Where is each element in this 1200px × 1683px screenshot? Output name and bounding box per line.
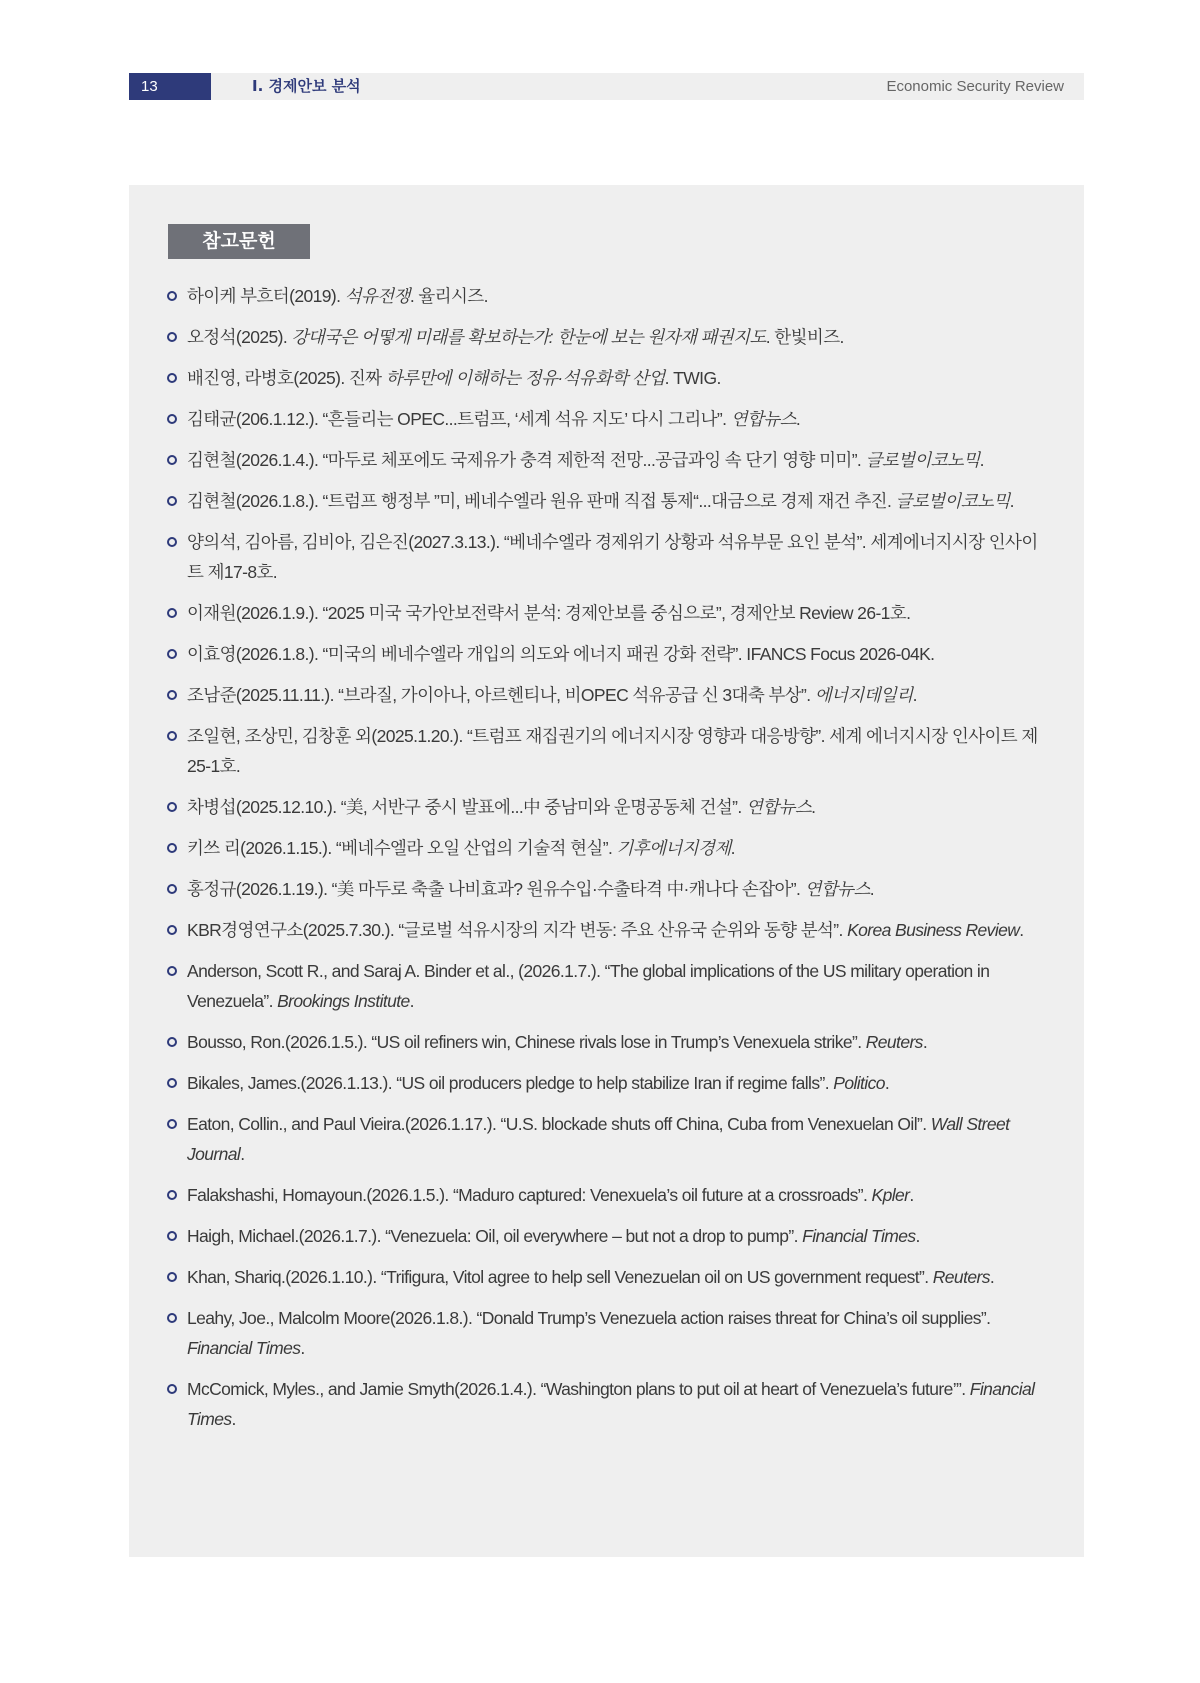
- reference-pre-text: 조일현, 조상민, 김창훈 외(2025.1.20.). “트럼프 재집권기의 에너지시장 영향과 대응방향”. 세계 에너지시장 인사이트 제25-1호.: [187, 726, 1038, 776]
- circle-bullet-icon: [167, 843, 177, 853]
- reference-item: [167, 915, 1047, 945]
- reference-pre-text: 양의석, 김아름, 김비아, 김은진(2027.3.13.). “베네수엘라 경제위기 상황과 석유부문 요인 분석”. 세계에너지시장 인사이트 제17-8호.: [187, 532, 1038, 582]
- reference-it-text: 석유전쟁: [344, 286, 410, 306]
- reference-item: [167, 792, 1047, 822]
- circle-bullet-icon: [167, 1119, 177, 1129]
- reference-pre-text: 오정석(2025).: [187, 327, 292, 347]
- reference-post-text: .: [1009, 491, 1014, 511]
- reference-post-text: .: [909, 1185, 914, 1205]
- reference-it-text: Korea Business Review: [847, 920, 1020, 940]
- reference-it-text: Financial Times: [802, 1226, 916, 1246]
- reference-pre-text: McComick, Myles., and Jamie Smyth(2026.1.4.). “Washington plans to put oil at heart of Venezuela’s future’”.: [187, 1379, 970, 1399]
- reference-item: [167, 1068, 1047, 1098]
- reference-it-text: Politico: [833, 1073, 885, 1093]
- reference-it-text: Wall Street Journal: [187, 1114, 1010, 1164]
- circle-bullet-icon: [167, 649, 177, 659]
- reference-item: [167, 1027, 1047, 1057]
- reference-post-text: .: [240, 1144, 245, 1164]
- reference-item: [167, 1180, 1047, 1210]
- reference-it-text: 강대국은 어떻게 미래를 확보하는가: 한눈에 보는 원자재 패권지도: [291, 327, 766, 347]
- page-header: [129, 73, 1084, 100]
- reference-post-text: .: [884, 1073, 890, 1093]
- circle-bullet-icon: [167, 731, 177, 741]
- reference-post-text: .: [795, 409, 801, 429]
- reference-item: [167, 1221, 1047, 1251]
- circle-bullet-icon: [167, 966, 177, 976]
- references-list: [167, 281, 1047, 1445]
- reference-item: [167, 322, 1047, 352]
- journal-name: Economic Security Review: [886, 78, 1064, 95]
- reference-post-text: .: [730, 838, 735, 858]
- references-heading: 참고문헌: [168, 224, 310, 259]
- circle-bullet-icon: [167, 414, 177, 424]
- reference-post-text: . 율리시즈.: [409, 286, 488, 306]
- references-box: [129, 185, 1084, 1557]
- reference-it-text: 연합뉴스: [730, 409, 796, 429]
- reference-pre-text: 홍정규(2026.1.19.). “美 마두로 축출 나비효과? 원유수입·수출타격 中·캐나다 손잡아”.: [187, 879, 805, 899]
- reference-pre-text: 김현철(2026.1.8.). “트럼프 행정부 ”미, 베네수엘라 원유 판매 직접 통제“...대금으로 경제 재건 추진.: [187, 491, 896, 511]
- section-title: Ⅰ. 경제안보 분석: [252, 77, 361, 95]
- reference-post-text: . 한빛비즈.: [765, 327, 844, 347]
- circle-bullet-icon: [167, 1190, 177, 1200]
- reference-pre-text: 조남준(2025.11.11.). “브라질, 가이아나, 아르헨티나, 비OPEC 석유공급 신 3대축 부상”.: [187, 685, 815, 705]
- reference-post-text: .: [915, 1226, 920, 1246]
- reference-post-text: . TWIG.: [664, 368, 721, 388]
- circle-bullet-icon: [167, 1272, 177, 1282]
- circle-bullet-icon: [167, 332, 177, 342]
- circle-bullet-icon: [167, 1037, 177, 1047]
- reference-pre-text: Leahy, Joe., Malcolm Moore(2026.1.8.). “Donald Trump’s Venezuela action raises threat for China’s oil supplies”.: [187, 1308, 991, 1328]
- reference-post-text: .: [922, 1032, 928, 1052]
- reference-pre-text: 김현철(2026.1.4.). “마두로 체포에도 국제유가 충격 제한적 전망...공급과잉 속 단기 영향 미미”.: [187, 450, 866, 470]
- reference-it-text: 에너지데일리: [814, 685, 913, 705]
- reference-pre-text: Bikales, James.(2026.1.13.). “US oil producers pledge to help stabilize Iran if regime falls”.: [187, 1073, 834, 1093]
- reference-post-text: .: [811, 797, 816, 817]
- reference-it-text: 글로벌이코노믹: [895, 491, 1010, 511]
- reference-it-text: Kpler: [871, 1185, 910, 1205]
- reference-item: [167, 445, 1047, 475]
- reference-it-text: 하루만에 이해하는 정유·석유화학 산업: [385, 368, 665, 388]
- circle-bullet-icon: [167, 1078, 177, 1088]
- circle-bullet-icon: [167, 802, 177, 812]
- reference-item: [167, 1374, 1047, 1434]
- reference-it-text: 기후에너지경제: [616, 838, 731, 858]
- page-number: 13: [129, 73, 211, 100]
- reference-post-text: .: [231, 1409, 236, 1429]
- circle-bullet-icon: [167, 1313, 177, 1323]
- reference-item: [167, 1262, 1047, 1292]
- reference-it-text: 글로벌이코노믹: [865, 450, 980, 470]
- reference-post-text: .: [300, 1338, 305, 1358]
- reference-item: [167, 721, 1047, 781]
- circle-bullet-icon: [167, 291, 177, 301]
- reference-post-text: .: [989, 1267, 995, 1287]
- reference-item: [167, 874, 1047, 904]
- reference-post-text: .: [869, 879, 875, 899]
- reference-pre-text: 차병섭(2025.12.10.). “美, 서반구 중시 발표에...中 중남미와 운명공동체 건설”.: [187, 797, 746, 817]
- circle-bullet-icon: [167, 608, 177, 618]
- reference-post-text: .: [979, 450, 984, 470]
- reference-item: [167, 527, 1047, 587]
- reference-item: [167, 680, 1047, 710]
- reference-post-text: .: [912, 685, 917, 705]
- reference-pre-text: 김태균(206.1.12.). “흔들리는 OPEC...트럼프, ‘세계 석유 지도’ 다시 그리나”.: [187, 409, 731, 429]
- reference-pre-text: Falakshashi, Homayoun.(2026.1.5.). “Maduro captured: Venexuela’s oil future at a crossroads”.: [187, 1185, 872, 1205]
- reference-item: [167, 833, 1047, 863]
- circle-bullet-icon: [167, 690, 177, 700]
- reference-item: [167, 486, 1047, 516]
- reference-pre-text: 이효영(2026.1.8.). “미국의 베네수엘라 개입의 의도와 에너지 패권 강화 전략”. IFANCS Focus 2026-04K.: [187, 644, 935, 664]
- reference-item: [167, 281, 1047, 311]
- reference-item: [167, 639, 1047, 669]
- reference-item: [167, 404, 1047, 434]
- reference-item: [167, 1109, 1047, 1169]
- reference-pre-text: 키쓰 리(2026.1.15.). “베네수엘라 오일 산업의 기술적 현실”.: [187, 838, 617, 858]
- circle-bullet-icon: [167, 496, 177, 506]
- reference-it-text: Reuters: [865, 1032, 923, 1052]
- reference-item: [167, 363, 1047, 393]
- reference-pre-text: 이재원(2026.1.9.). “2025 미국 국가안보전략서 분석: 경제안보를 중심으로”, 경제안보 Review 26-1호.: [187, 603, 911, 623]
- reference-it-text: Financial Times: [187, 1338, 301, 1358]
- reference-item: [167, 956, 1047, 1016]
- reference-it-text: 연합뉴스: [804, 879, 870, 899]
- circle-bullet-icon: [167, 1231, 177, 1241]
- circle-bullet-icon: [167, 537, 177, 547]
- circle-bullet-icon: [167, 455, 177, 465]
- reference-post-text: .: [1019, 920, 1024, 940]
- circle-bullet-icon: [167, 373, 177, 383]
- reference-it-text: Brookings Institute: [277, 991, 410, 1011]
- reference-pre-text: 배진영, 라병호(2025). 진짜: [187, 368, 386, 388]
- reference-it-text: Reuters: [932, 1267, 990, 1287]
- reference-pre-text: Haigh, Michael.(2026.1.7.). “Venezuela: Oil, oil everywhere – but not a drop to pump”.: [187, 1226, 803, 1246]
- reference-post-text: .: [409, 991, 414, 1011]
- reference-it-text: 연합뉴스: [745, 797, 812, 817]
- reference-pre-text: Khan, Shariq.(2026.1.10.). “Trifigura, Vitol agree to help sell Venezuelan oil on US government request”.: [187, 1267, 933, 1287]
- reference-item: [167, 598, 1047, 628]
- reference-it-text: Financial Times: [187, 1379, 1035, 1429]
- reference-pre-text: 하이케 부흐터(2019).: [187, 286, 345, 306]
- reference-item: [167, 1303, 1047, 1363]
- circle-bullet-icon: [167, 884, 177, 894]
- reference-pre-text: Anderson, Scott R., and Saraj A. Binder et al., (2026.1.7.). “The global implications of the US military operation in Venezuela”.: [187, 961, 990, 1011]
- reference-pre-text: Eaton, Collin., and Paul Vieira.(2026.1.17.). “U.S. blockade shuts off China, Cuba from Venexuelan Oil”.: [187, 1114, 931, 1134]
- circle-bullet-icon: [167, 1384, 177, 1394]
- circle-bullet-icon: [167, 925, 177, 935]
- reference-pre-text: KBR경영연구소(2025.7.30.). “글로벌 석유시장의 지각 변동: 주요 산유국 순위와 동향 분석”.: [187, 920, 848, 940]
- reference-pre-text: Bousso, Ron.(2026.1.5.). “US oil refiners win, Chinese rivals lose in Trump’s Venexuela strike”.: [187, 1032, 866, 1052]
